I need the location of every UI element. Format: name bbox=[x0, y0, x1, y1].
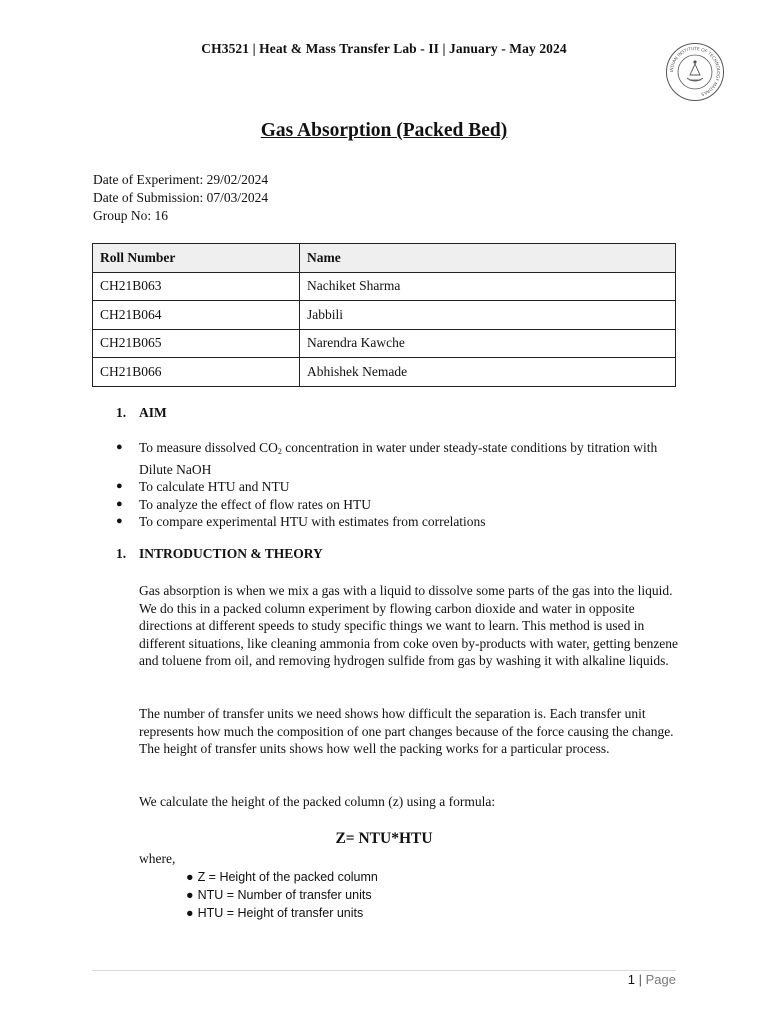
page-label: Page bbox=[645, 972, 676, 987]
name-cell: Narendra Kawche bbox=[300, 329, 676, 358]
table-row bbox=[93, 329, 676, 358]
document-title: Gas Absorption (Packed Bed) bbox=[260, 120, 508, 141]
table-row bbox=[93, 272, 676, 301]
aim-list bbox=[116, 439, 676, 531]
name-cell: Jabbili bbox=[300, 301, 676, 330]
roll-number-cell: CH21B065 bbox=[93, 329, 300, 358]
list-item: ● To compare experimental HTU with estimates from correlations bbox=[116, 514, 486, 529]
roll-number-cell: CH21B064 bbox=[93, 301, 300, 330]
roll-number-cell: CH21B063 bbox=[93, 272, 300, 301]
course-header: CH3521 | Heat & Mass Transfer Lab - II | January - May 2024 bbox=[201, 41, 567, 56]
column-header-roll-number: Roll Number bbox=[93, 244, 300, 273]
section-number: 1. bbox=[116, 405, 127, 420]
bullet-icon: ● bbox=[116, 480, 123, 492]
name-cell: Nachiket Sharma bbox=[300, 272, 676, 301]
bullet-icon: ● bbox=[116, 515, 123, 527]
formula: Z= NTU*HTU bbox=[335, 830, 433, 847]
table-row bbox=[93, 358, 676, 387]
page-footer bbox=[628, 972, 676, 987]
section-number: 1. bbox=[116, 546, 127, 561]
intro-paragraph-3: We calculate the height of the packed column (z) using a formula: bbox=[139, 794, 496, 809]
bullet-icon: ● bbox=[116, 497, 123, 510]
table-header-row bbox=[93, 244, 676, 273]
list-item: ● Z = Height of the packed column bbox=[186, 870, 378, 884]
institute-seal-icon bbox=[665, 42, 725, 102]
list-item: ● NTU = Number of transfer units bbox=[186, 888, 372, 902]
name-cell: Abhishek Nemade bbox=[300, 358, 676, 387]
intro-paragraph-2: The number of transfer units we need shows how difficult the separation is. Each transfer unit represents how much the composition of one part changes because of the force causing the change. The height of transfer units shows how well the packing works for a particular process. bbox=[139, 706, 674, 757]
section-title: AIM bbox=[139, 405, 167, 420]
group-number: Group No: 16 bbox=[93, 208, 168, 223]
intro-paragraph-1: Gas absorption is when we mix a gas with a liquid to dissolve some parts of the gas into the liquid. We do this in a packed column experiment by flowing carbon dioxide and water in opposite directions at different speeds to study specific things we want to learn. This method is used in different situations, like cleaning ammonia from coke oven by-products with water, getting benzene and toluene from oil, and removing hydrogen sulfide from gas by washing it with alkaline liquids. bbox=[139, 583, 679, 669]
intro-heading bbox=[116, 546, 323, 562]
bullet-icon: ● bbox=[116, 441, 123, 453]
bullet-icon: ● bbox=[186, 888, 194, 902]
footer-separator: | bbox=[638, 972, 642, 987]
list-item: ● HTU = Height of transfer units bbox=[186, 906, 364, 920]
list-item: ● To analyze the effect of flow rates on HTU bbox=[116, 496, 371, 512]
list-item: ● To calculate HTU and NTU bbox=[116, 479, 290, 494]
roll-number-cell: CH21B066 bbox=[93, 358, 300, 387]
submission-date: Date of Submission: 07/03/2024 bbox=[93, 190, 269, 205]
svg-text:INDIAN INSTITUTE OF TECHNOLOGY: INDIAN INSTITUTE OF TECHNOLOGY MADRAS bbox=[669, 46, 721, 97]
page-number: 1 bbox=[627, 972, 635, 987]
footer-divider bbox=[92, 970, 676, 971]
column-header-name: Name bbox=[300, 244, 676, 273]
group-members-table bbox=[92, 243, 676, 387]
definitions-list bbox=[186, 868, 378, 922]
bullet-icon: ● bbox=[186, 870, 194, 884]
experiment-meta bbox=[93, 171, 268, 225]
table-row bbox=[93, 301, 676, 330]
bullet-icon: ● bbox=[186, 906, 194, 920]
where-label: where, bbox=[139, 851, 176, 866]
subscript: 2 bbox=[277, 447, 282, 456]
aim-heading bbox=[116, 405, 167, 421]
section-title: INTRODUCTION & THEORY bbox=[139, 546, 323, 561]
list-item: ● To measure dissolved $CO_2$ concentration in water under steady-state conditions by titration with Dilute NaOH bbox=[116, 440, 658, 477]
experiment-date: Date of Experiment: 29/02/2024 bbox=[93, 172, 269, 187]
